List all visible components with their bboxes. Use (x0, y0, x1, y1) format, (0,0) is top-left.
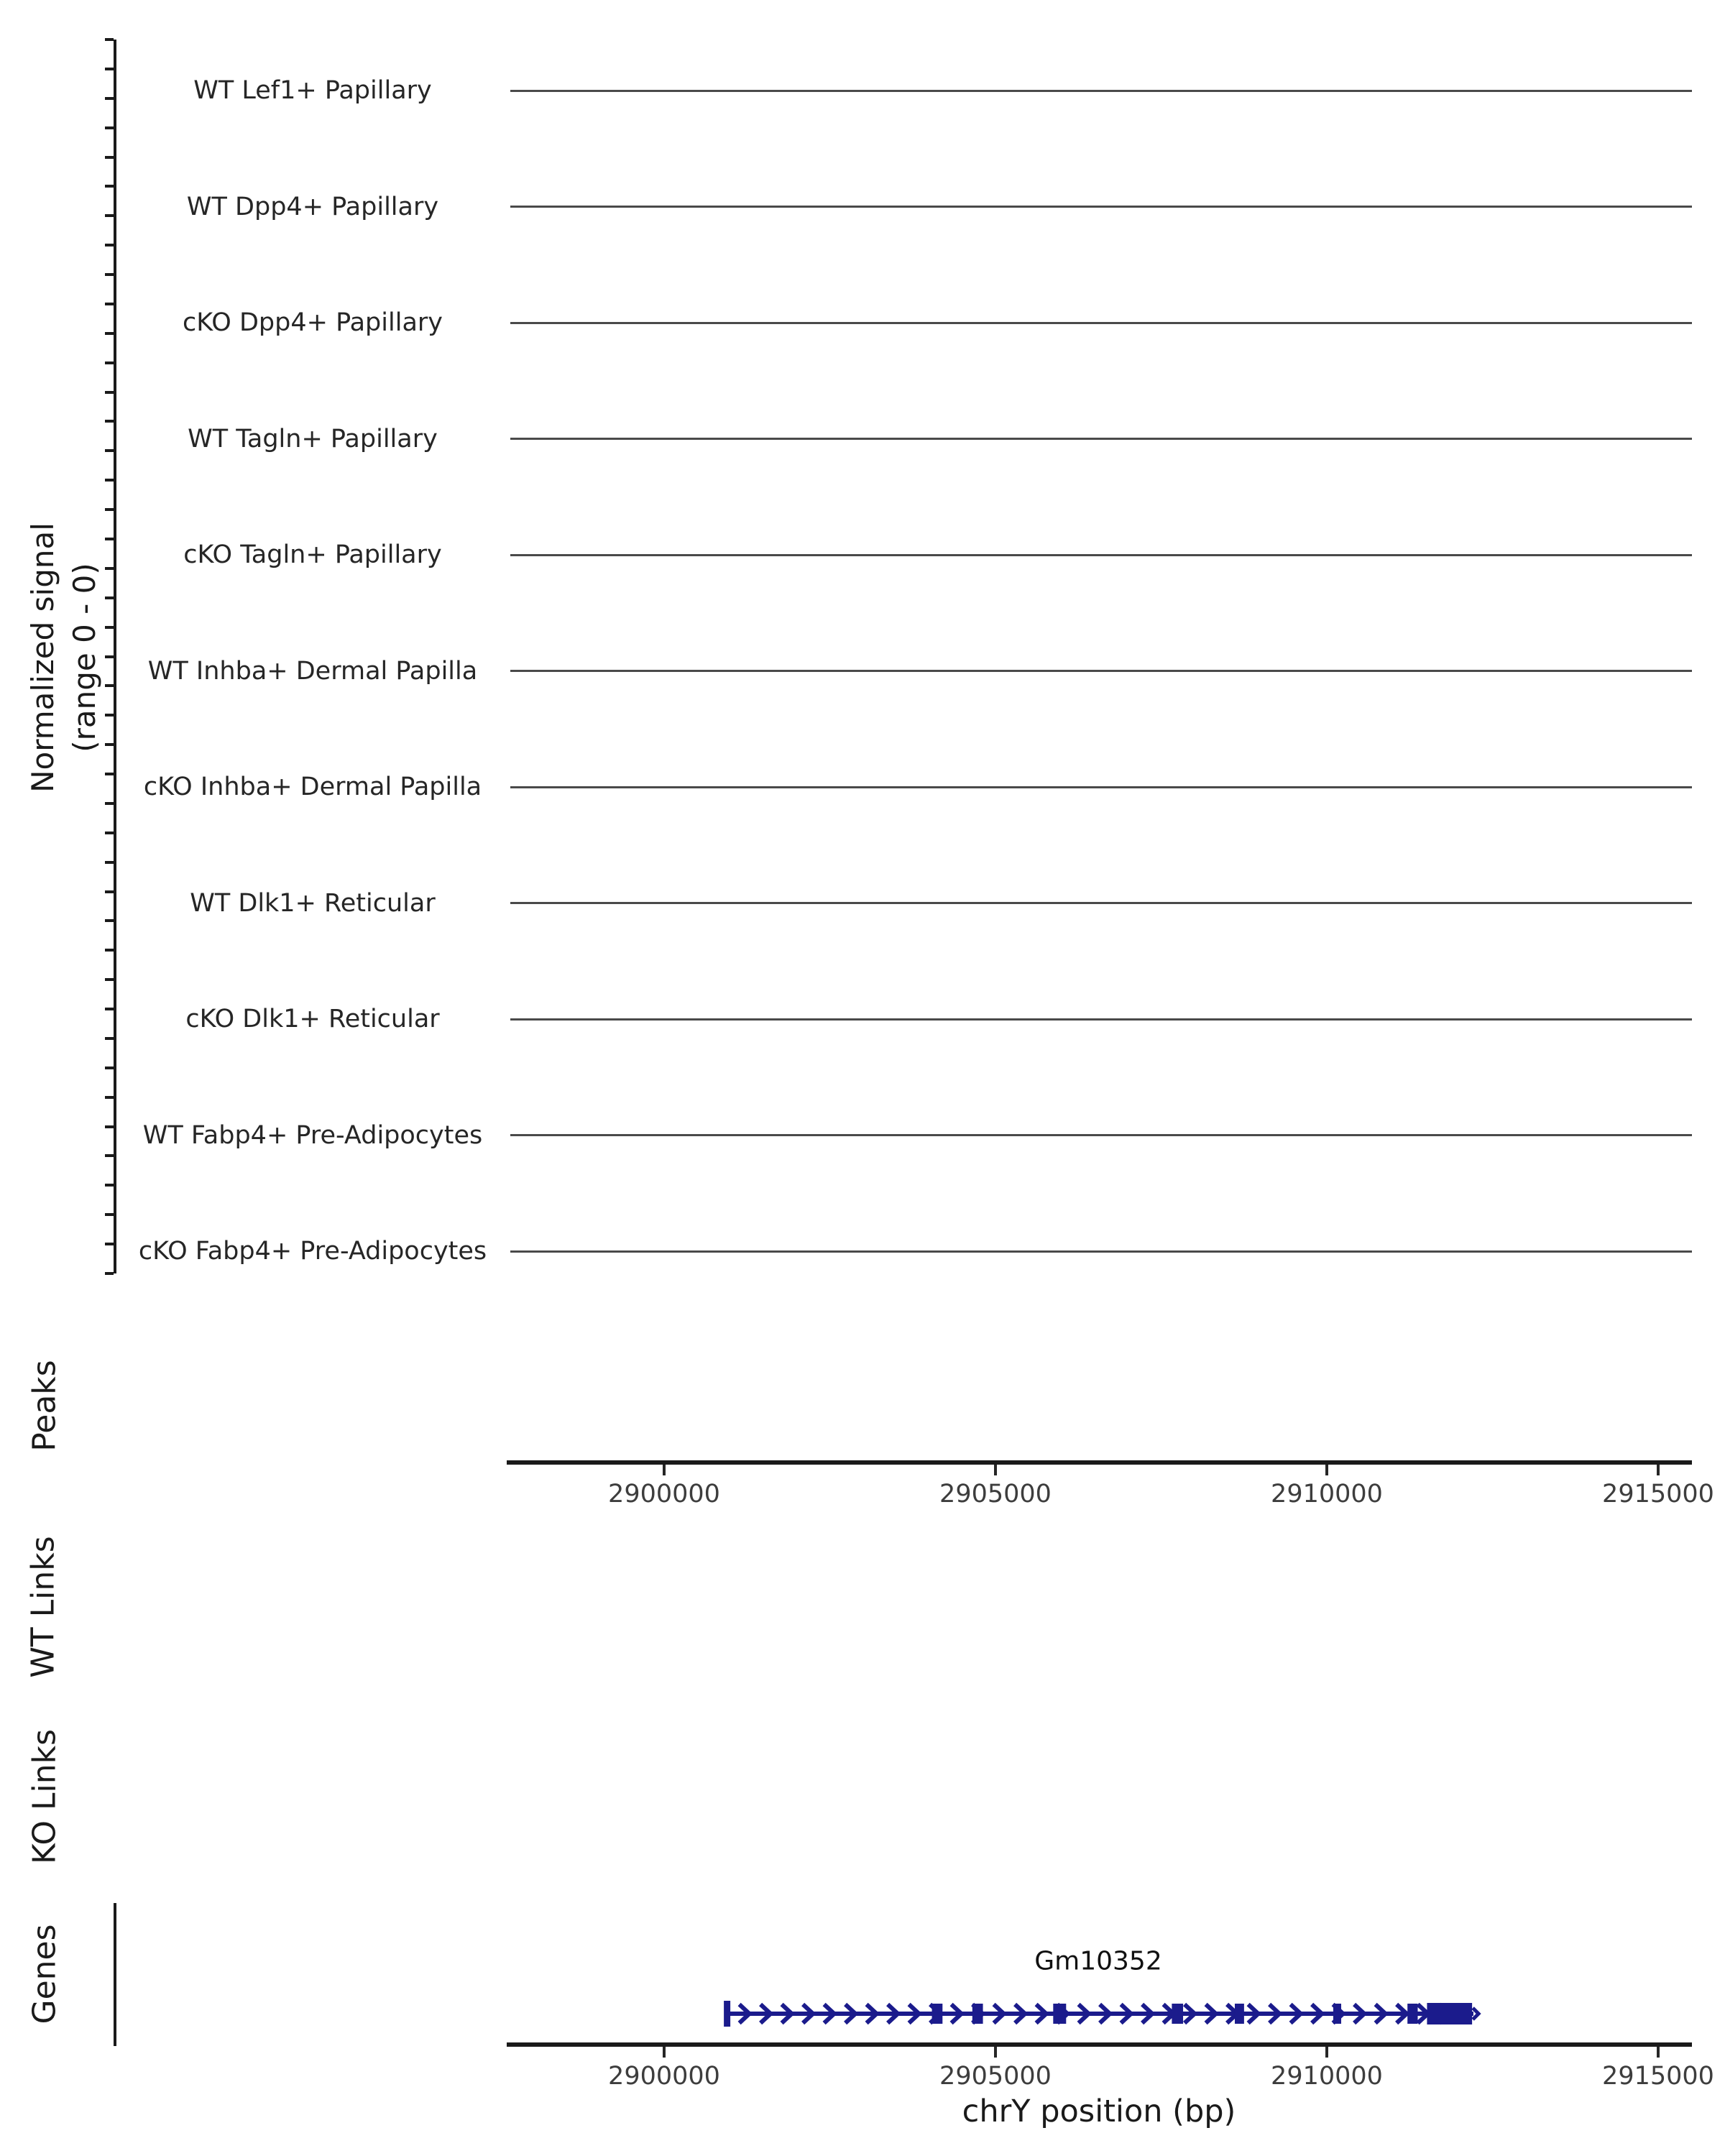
track-signal-line (510, 670, 1692, 672)
x-axis-tick (1325, 1465, 1328, 1475)
signal-axis-tick (105, 508, 114, 511)
ko-links-section-label: KO Links (26, 1728, 63, 1865)
signal-axis-tick (105, 1125, 114, 1128)
x-axis-tick-label: 2905000 (939, 2062, 1052, 2091)
track-signal-line (510, 90, 1692, 92)
signal-axis-tick (105, 949, 114, 952)
signal-axis-tick (105, 68, 114, 70)
signal-axis-tick (105, 185, 114, 188)
x-axis-tick-label: 2910000 (1271, 1480, 1383, 1508)
track-signal-line (510, 1134, 1692, 1136)
signal-axis-tick (105, 538, 114, 540)
x-axis-title: chrY position (bp) (962, 2093, 1236, 2129)
track-label: cKO Fabp4+ Pre-Adipocytes (138, 1237, 487, 1266)
signal-axis-tick (105, 126, 114, 129)
signal-axis-tick (105, 773, 114, 775)
track-label: cKO Tagln+ Papillary (183, 540, 442, 569)
signal-axis-tick (105, 714, 114, 717)
signal-axis-tick (105, 655, 114, 658)
track-signal-line (510, 206, 1692, 208)
signal-axis-tick (105, 449, 114, 452)
x-axis-tick (1657, 1465, 1660, 1475)
track-label: cKO Dlk1+ Reticular (185, 1005, 440, 1033)
signal-axis-tick (105, 1272, 114, 1275)
signal-axis-tick (105, 332, 114, 335)
x-axis-tick-label: 2900000 (608, 2062, 720, 2091)
track-label: WT Dlk1+ Reticular (190, 888, 436, 918)
signal-axis-tick (105, 1067, 114, 1069)
track-label: cKO Dpp4+ Papillary (183, 308, 443, 337)
track-label: WT Inhba+ Dermal Papilla (147, 656, 478, 686)
signal-axis-tick (105, 273, 114, 276)
gene-terminal-exon (1427, 2003, 1472, 2024)
signal-axis-tick (105, 244, 114, 247)
signal-axis-tick (105, 890, 114, 893)
gene-exon (972, 2004, 983, 2024)
signal-axis-tick (105, 303, 114, 305)
track-signal-line (510, 438, 1692, 440)
gene-model (0, 1973, 1725, 2055)
signal-axis-tick (105, 1037, 114, 1040)
x-axis-tick-label: 2915000 (1602, 1480, 1714, 1508)
x-axis-tick (663, 1465, 666, 1475)
track-signal-line (510, 1018, 1692, 1021)
signal-axis-tick (105, 38, 114, 41)
gene-exon (1407, 2004, 1417, 2024)
track-label: WT Fabp4+ Pre-Adipocytes (142, 1120, 483, 1150)
gene-start-bar (724, 2001, 730, 2027)
track-signal-line (510, 554, 1692, 556)
track-label: WT Tagln+ Papillary (188, 424, 438, 453)
signal-axis-tick (105, 391, 114, 394)
signal-axis-spine (114, 40, 116, 1273)
signal-axis-tick (105, 420, 114, 423)
signal-axis-tick (105, 567, 114, 570)
signal-axis-tick (105, 97, 114, 100)
signal-axis-tick (105, 1096, 114, 1099)
track-signal-line (510, 902, 1692, 904)
x-axis-line (507, 1460, 1692, 1465)
track-signal-line (510, 322, 1692, 324)
signal-axis-tick (105, 626, 114, 629)
signal-axis-tick (105, 156, 114, 159)
gene-name-label: Gm10352 (1034, 1946, 1162, 1976)
signal-axis-tick (105, 1184, 114, 1187)
gene-exon (1235, 2004, 1244, 2024)
signal-axis-tick (105, 978, 114, 981)
track-label: cKO Inhba+ Dermal Papilla (143, 773, 482, 801)
x-axis-tick-label: 2915000 (1602, 2062, 1714, 2091)
signal-axis-tick (105, 214, 114, 217)
peaks-section-label: Peaks (26, 1360, 63, 1452)
x-axis-tick-label: 2900000 (608, 1480, 720, 1508)
signal-axis-tick (105, 1008, 114, 1010)
signal-axis-tick (105, 743, 114, 746)
track-signal-line (510, 1250, 1692, 1253)
signal-axis-tick (105, 596, 114, 599)
signal-axis-tick (105, 1243, 114, 1245)
signal-axis-label-line1: Normalized signal (25, 522, 60, 793)
signal-axis-tick (105, 361, 114, 364)
wt-links-section-label: WT Links (24, 1536, 62, 1678)
x-axis-tick-label: 2910000 (1271, 2062, 1383, 2091)
x-axis-tick (994, 1465, 997, 1475)
signal-axis-tick (105, 1213, 114, 1216)
signal-axis-tick (105, 479, 114, 482)
x-axis-tick-label: 2905000 (939, 1480, 1052, 1508)
signal-axis-tick (105, 684, 114, 687)
signal-axis-label-line2: (range 0 - 0) (67, 563, 102, 752)
gene-exon (1172, 2004, 1183, 2024)
signal-axis-tick (105, 802, 114, 805)
gene-exon (1053, 2004, 1066, 2024)
signal-axis-tick (105, 1154, 114, 1157)
track-signal-line (510, 786, 1692, 788)
signal-axis-tick (105, 861, 114, 864)
signal-axis-tick (105, 919, 114, 922)
track-label: WT Dpp4+ Papillary (186, 192, 439, 221)
gene-end-arrow-icon (1473, 2008, 1478, 2019)
signal-axis-tick (105, 831, 114, 834)
gene-exon (932, 2004, 943, 2024)
genes-section-label: Genes (26, 1924, 63, 2024)
track-label: WT Lef1+ Papillary (193, 76, 432, 105)
gene-exon (1333, 2004, 1341, 2024)
signal-axis-label (22, 522, 106, 793)
